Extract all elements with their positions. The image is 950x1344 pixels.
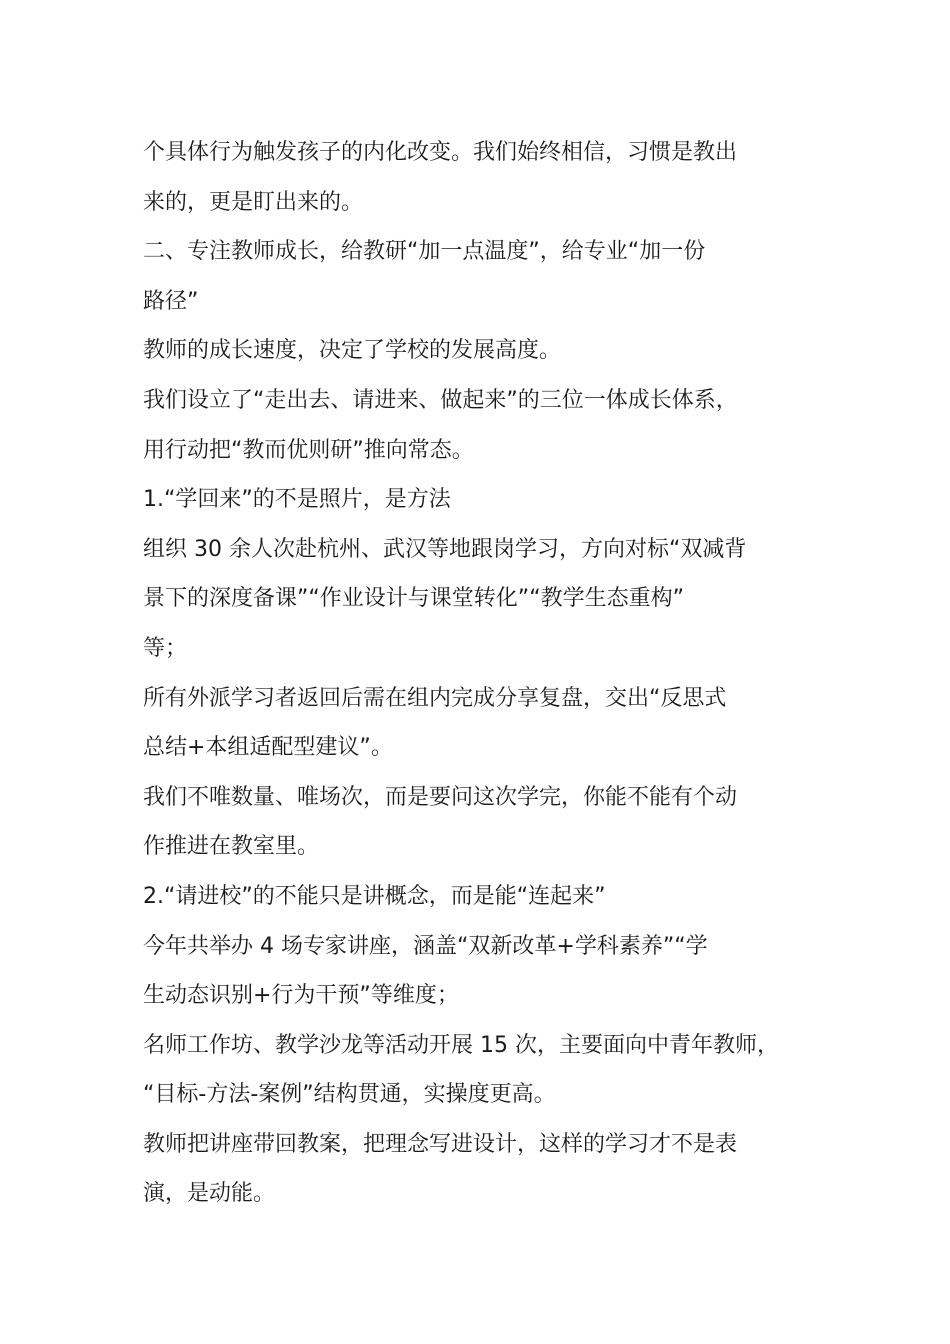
text-line-10: 景下的深度备课”“作业设计与课堂转化”“教学生态重构” [143, 586, 684, 612]
text-line-2: 来的，更是盯出来的。 [143, 189, 364, 215]
text-line-13: 总结+本组适配型建议”。 [143, 735, 393, 761]
subheading-2: 2.“请进校”的不能只是讲概念，而是能“连起来” [143, 883, 606, 909]
text-line-6: 我们设立了“走出去、请进来、做起来”的三位一体成长体系， [143, 387, 738, 413]
text-line-19: 名师工作坊、教学沙龙等活动开展 15 次，主要面向中青年教师， [143, 1032, 779, 1058]
document-body [143, 128, 833, 1219]
section-heading-2-cont: 路径” [143, 288, 199, 314]
text-line-11: 等； [143, 635, 188, 661]
text-line-22: 演，是动能。 [143, 1181, 276, 1207]
text-line-14: 我们不唯数量、唯场次，而是要问这次学完，你能不能有个动 [143, 784, 738, 810]
text-line-20: “目标-方法-案例”结构贯通，实操度更高。 [143, 1082, 556, 1108]
subheading-1: 1.“学回来”的不是照片，是方法 [143, 487, 451, 513]
text-line-1: 个具体行为触发孩子的内化改变。我们始终相信，习惯是教出 [143, 140, 738, 165]
text-line-5: 教师的成长速度，决定了学校的发展高度。 [143, 338, 562, 364]
text-line-7: 用行动把“教而优则研”推向常态。 [143, 437, 474, 463]
text-line-12: 所有外派学习者返回后需在组内完成分享复盘，交出“反思式 [143, 685, 727, 711]
text-line-18: 生动态识别+行为干预”等维度； [143, 983, 459, 1009]
text-line-17: 今年共举办 4 场专家讲座，涵盖“双新改革+学科素养”“学 [143, 933, 708, 959]
text-line-21: 教师把讲座带回教案，把理念写进设计，这样的学习才不是表 [143, 1131, 738, 1157]
section-heading-2: 二、专注教师成长，给教研“加一点温度”，给专业“加一份 [143, 239, 706, 265]
text-line-15: 作推进在教室里。 [143, 834, 320, 860]
text-line-9: 组织 30 余人次赴杭州、武汉等地跟岗学习，方向对标“双减背 [143, 536, 747, 562]
